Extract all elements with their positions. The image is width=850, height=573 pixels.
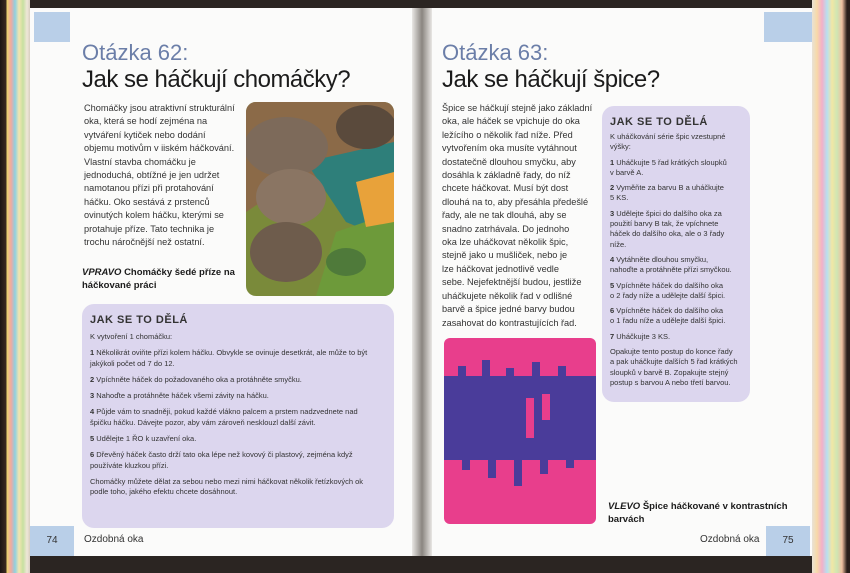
photo-caption <box>82 266 242 292</box>
page-number-right: 75 <box>766 526 810 556</box>
step: 6 Dřevěný háček často drží tato oka lépe než kovový či plastový, zejména když používáte kluzkou přízi. <box>90 450 353 470</box>
caption-text: Chomáčky šedé příze na <box>124 267 235 278</box>
box-intro: K vytvoření 1 chomáčku: <box>90 332 173 341</box>
intro-text: Špice se háčkují stejně jako základní oka, ale háček se vpichuje do oka ležícího o několik řad níže. Před vytvořením oka musíte vytáhnout dostatečně dlouhou smyčku, aby dosáhla k základně řady, do níž chcete háčkovat. Musí být dost dlouhá na to, aby přesáhla předešlé řady, ale ne tak dlouhá, aby se snadno zatrhávala. Do jednoho oka lze uháčkovat několik špic, stejně jako u mušliček, nebo je lze háčkovat jednotlivě vedle sebe. Nejefektnější budou, jestliže uháčkujete několik řad v odlišné barvě a špice jedné barvy budou zasahovat do kontrastujících řad. <box>442 103 593 328</box>
box-heading: JAK SE TO DĚLÁ <box>90 314 188 326</box>
footer-label-left: Ozdobná oka <box>84 534 144 545</box>
intro-line: namotanou přízi při protahování <box>84 183 214 194</box>
box-content <box>610 132 746 388</box>
intro-line: Vlastní stavba chomáčku je <box>84 156 196 167</box>
bobble-stitch-photo <box>246 102 394 296</box>
step: 4 Vytáhněte dlouhou smyčku, nahoďte a protáhněte přízi smyčkou. <box>610 254 732 275</box>
intro-line: ovinutých kolem háčku, kterými se <box>84 210 224 221</box>
right-page <box>432 8 812 556</box>
caption-text: barvách <box>608 514 645 525</box>
page-title: Jak se háčkují chomáčky? <box>82 66 351 93</box>
step: 2 Vyměňte za barvu B a uháčkujte 5 KS. <box>610 183 724 203</box>
step: 1 Několikrát oviňte přízi kolem háčku. Obvykle se ovinuje desetkrát, ale může to být jakýkoli počet od 7 do 12. <box>90 348 368 368</box>
intro-line: jednoduchá, obtížné je jen udržet <box>84 170 220 181</box>
step: 3 Nahoďte a protáhněte háček všemi závity na háčku. <box>90 391 269 401</box>
page-edges-left <box>0 0 30 573</box>
caption-text: Špice háčkované v kontrastních <box>642 501 788 512</box>
step: 5 Udělejte 1 ŘO k uzavření oka. <box>90 434 197 444</box>
step: 4 Půjde vám to snadněji, pokud každé vlákno palcem a prstem nadzvednete nad špičku háčku. Dávejte pozor, aby vám zároveň nesklouzl další závit. <box>90 407 358 427</box>
page-edges-right <box>812 0 850 573</box>
box-heading: JAK SE TO DĚLÁ <box>610 116 708 128</box>
spike-stitch-photo <box>444 338 596 524</box>
page-number-left: 74 <box>30 526 74 556</box>
caption-label: VLEVO <box>608 501 641 512</box>
step: 2 Vpíchněte háček do požadovaného oka a protáhněte smyčku. <box>90 374 302 384</box>
intro-line: Chomáčky jsou atraktivní strukturální <box>84 103 235 113</box>
corner-tab-left <box>34 12 70 42</box>
intro-line: vytváření kytiček nebo dodání <box>84 129 206 140</box>
question-number: Otázka 62: <box>82 40 189 65</box>
book-gutter <box>412 8 432 556</box>
how-to-box <box>602 106 750 402</box>
corner-tab-right <box>764 12 812 42</box>
step: 3 Udělejte špici do dalšího oka za použití barvy B tak, že vpíchnete háček do dalšího oka, ale o 3 řady níže. <box>610 208 725 249</box>
footer-label-right: Ozdobná oka <box>700 534 760 545</box>
box-outro: Opakujte tento postup do konce řady a pak uháčkujte dalších 5 řad krátkých sloupků v barvě B. Zopakujte stejný postup s barvou A nebo třetí barvou. <box>610 347 738 387</box>
intro-line: protahuje příze. Tato technika je <box>84 223 215 234</box>
box-intro: K uháčkování série špic vzestupné výšky: <box>610 132 726 152</box>
intro-line: objemu motivům v iiském háčkování. <box>84 143 235 154</box>
photo-caption <box>608 500 798 526</box>
box-outro: Chomáčky můžete dělat za sebou nebo mezi nimi háčkovat několik řetízkových ok podle toho, jakého efektu chcete dosáhnout. <box>90 476 364 497</box>
how-to-box <box>82 304 394 528</box>
caption-text: háčkované práci <box>82 280 157 291</box>
intro-line: trochu náročnější než ostatní. <box>84 237 205 248</box>
box-content <box>90 332 390 498</box>
intro-line: oka, která se hodí zejména na <box>84 116 208 127</box>
left-page <box>30 8 412 556</box>
page-title: Jak se háčkují špice? <box>442 66 660 93</box>
intro-text <box>84 102 244 249</box>
caption-label: VPRAVO <box>82 267 122 278</box>
step: 5 Vpíchněte háček do dalšího oka o 2 řady níže a udělejte další špici. <box>610 280 726 300</box>
question-number: Otázka 63: <box>442 40 549 65</box>
step: 1 Uháčkujte 5 řad krátkých sloupků v barvě A. <box>610 157 727 177</box>
intro-line: háčku. Oko sestává z prstenců <box>84 196 210 207</box>
step: 6 Vpíchněte háček do dalšího oka o 1 řadu níže a udělejte další špici. <box>610 306 726 326</box>
step: 7 Uháčkujte 3 KS. <box>610 331 671 341</box>
